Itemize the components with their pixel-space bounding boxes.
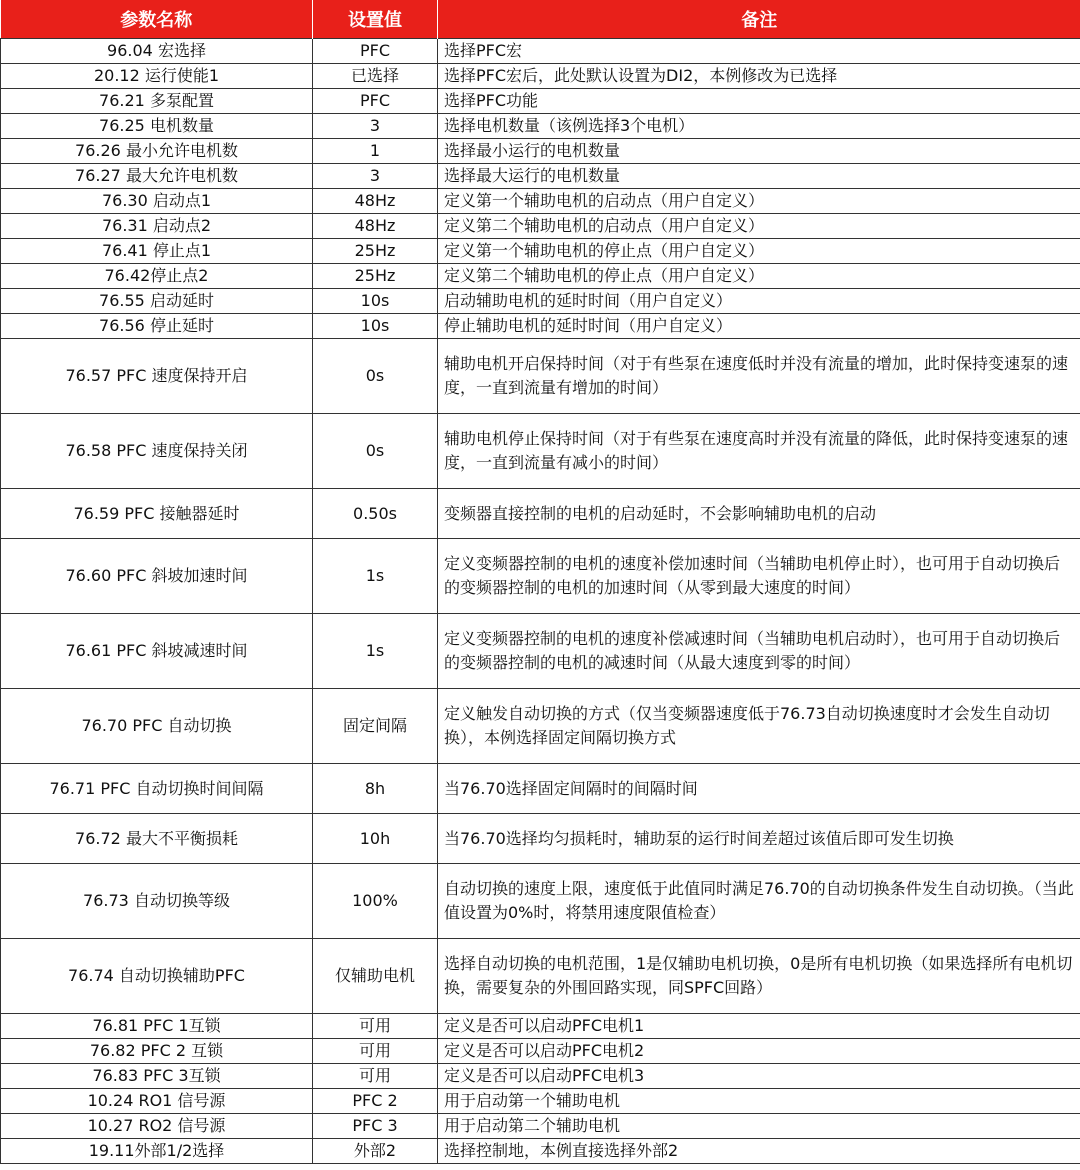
param-note: 定义变频器控制的电机的速度补偿加速时间（当辅助电机停止时），也可用于自动切换后的变频器控制的电机的加速时间（从零到最大速度的时间） bbox=[438, 539, 1080, 614]
param-value: 10s bbox=[313, 289, 438, 314]
param-name: 76.30 启动点1 bbox=[1, 189, 313, 214]
param-note: 当76.70选择固定间隔时的间隔时间 bbox=[438, 764, 1080, 814]
param-note: 定义是否可以启动PFC电机1 bbox=[438, 1014, 1080, 1039]
param-value: PFC bbox=[313, 89, 438, 114]
param-note: 自动切换的速度上限，速度低于此值同时满足76.70的自动切换条件发生自动切换。（当此值设置为0%时，将禁用速度限值检查） bbox=[438, 864, 1080, 939]
param-note: 辅助电机停止保持时间（对于有些泵在速度高时并没有流量的降低，此时保持变速泵的速度，一直到流量有减小的时间） bbox=[438, 414, 1080, 489]
table-row bbox=[1, 89, 1080, 114]
param-name: 76.61 PFC 斜坡减速时间 bbox=[1, 614, 313, 689]
param-value: 可用 bbox=[313, 1039, 438, 1064]
table-row bbox=[1, 64, 1080, 89]
table-row bbox=[1, 764, 1080, 814]
param-name: 76.82 PFC 2 互锁 bbox=[1, 1039, 313, 1064]
param-value: 25Hz bbox=[313, 239, 438, 264]
param-value: 0.50s bbox=[313, 489, 438, 539]
param-name: 76.73 自动切换等级 bbox=[1, 864, 313, 939]
param-note: 定义第二个辅助电机的启动点（用户自定义） bbox=[438, 214, 1080, 239]
param-note: 用于启动第二个辅助电机 bbox=[438, 1114, 1080, 1139]
param-value: 48Hz bbox=[313, 189, 438, 214]
param-value: 1s bbox=[313, 539, 438, 614]
param-name: 76.27 最大允许电机数 bbox=[1, 164, 313, 189]
header-value: 设置值 bbox=[313, 0, 438, 39]
table-row bbox=[1, 489, 1080, 539]
param-name: 76.72 最大不平衡损耗 bbox=[1, 814, 313, 864]
param-value: 100% bbox=[313, 864, 438, 939]
param-value: 0s bbox=[313, 414, 438, 489]
table-row bbox=[1, 289, 1080, 314]
table-row bbox=[1, 864, 1080, 939]
param-name: 96.04 宏选择 bbox=[1, 39, 313, 64]
table-row bbox=[1, 164, 1080, 189]
table-row bbox=[1, 1014, 1080, 1039]
param-name: 76.55 启动延时 bbox=[1, 289, 313, 314]
table-row bbox=[1, 264, 1080, 289]
param-note: 辅助电机开启保持时间（对于有些泵在速度低时并没有流量的增加，此时保持变速泵的速度，一直到流量有增加的时间） bbox=[438, 339, 1080, 414]
param-note: 变频器直接控制的电机的启动延时，不会影响辅助电机的启动 bbox=[438, 489, 1080, 539]
table-row bbox=[1, 114, 1080, 139]
param-value: 10h bbox=[313, 814, 438, 864]
param-value: PFC 3 bbox=[313, 1114, 438, 1139]
header-row bbox=[1, 0, 1080, 39]
table-row bbox=[1, 314, 1080, 339]
param-name: 76.59 PFC 接触器延时 bbox=[1, 489, 313, 539]
param-name: 76.70 PFC 自动切换 bbox=[1, 689, 313, 764]
param-note: 定义是否可以启动PFC电机3 bbox=[438, 1064, 1080, 1089]
param-value: 可用 bbox=[313, 1064, 438, 1089]
param-value: 仅辅助电机 bbox=[313, 939, 438, 1014]
param-value: PFC bbox=[313, 39, 438, 64]
param-name: 76.58 PFC 速度保持关闭 bbox=[1, 414, 313, 489]
table-row bbox=[1, 214, 1080, 239]
table-row bbox=[1, 339, 1080, 414]
param-name: 20.12 运行使能1 bbox=[1, 64, 313, 89]
param-name: 76.41 停止点1 bbox=[1, 239, 313, 264]
param-note: 定义第二个辅助电机的停止点（用户自定义） bbox=[438, 264, 1080, 289]
param-name: 76.83 PFC 3互锁 bbox=[1, 1064, 313, 1089]
param-value: 已选择 bbox=[313, 64, 438, 89]
table-row bbox=[1, 189, 1080, 214]
table-row bbox=[1, 1089, 1080, 1114]
table-row bbox=[1, 139, 1080, 164]
table-row bbox=[1, 1139, 1080, 1164]
param-name: 76.60 PFC 斜坡加速时间 bbox=[1, 539, 313, 614]
param-value: 1 bbox=[313, 139, 438, 164]
param-name: 76.56 停止延时 bbox=[1, 314, 313, 339]
table-row bbox=[1, 239, 1080, 264]
param-value: 1s bbox=[313, 614, 438, 689]
param-note: 定义第一个辅助电机的停止点（用户自定义） bbox=[438, 239, 1080, 264]
param-value: 固定间隔 bbox=[313, 689, 438, 764]
param-name: 76.74 自动切换辅助PFC bbox=[1, 939, 313, 1014]
param-value: 可用 bbox=[313, 1014, 438, 1039]
param-note: 选择最小运行的电机数量 bbox=[438, 139, 1080, 164]
table-row bbox=[1, 1064, 1080, 1089]
param-name: 19.11外部1/2选择 bbox=[1, 1139, 313, 1164]
param-note: 选择PFC宏后，此处默认设置为DI2，本例修改为已选择 bbox=[438, 64, 1080, 89]
param-value: 外部2 bbox=[313, 1139, 438, 1164]
table-row bbox=[1, 1039, 1080, 1064]
param-value: 3 bbox=[313, 114, 438, 139]
param-note: 选择PFC功能 bbox=[438, 89, 1080, 114]
param-name: 76.71 PFC 自动切换时间间隔 bbox=[1, 764, 313, 814]
param-note: 用于启动第一个辅助电机 bbox=[438, 1089, 1080, 1114]
param-name: 76.21 多泵配置 bbox=[1, 89, 313, 114]
table-row bbox=[1, 814, 1080, 864]
param-name: 76.31 启动点2 bbox=[1, 214, 313, 239]
param-name: 76.57 PFC 速度保持开启 bbox=[1, 339, 313, 414]
param-name: 76.42停止点2 bbox=[1, 264, 313, 289]
param-note: 定义触发自动切换的方式（仅当变频器速度低于76.73自动切换速度时才会发生自动切换），本例选择固定间隔切换方式 bbox=[438, 689, 1080, 764]
table-row bbox=[1, 39, 1080, 64]
param-name: 10.24 RO1 信号源 bbox=[1, 1089, 313, 1114]
param-note: 停止辅助电机的延时时间（用户自定义） bbox=[438, 314, 1080, 339]
param-name: 76.81 PFC 1互锁 bbox=[1, 1014, 313, 1039]
param-value: PFC 2 bbox=[313, 1089, 438, 1114]
param-value: 3 bbox=[313, 164, 438, 189]
param-value: 25Hz bbox=[313, 264, 438, 289]
param-name: 76.25 电机数量 bbox=[1, 114, 313, 139]
table-row bbox=[1, 939, 1080, 1014]
param-note: 选择控制地，本例直接选择外部2 bbox=[438, 1139, 1080, 1164]
param-note: 定义变频器控制的电机的速度补偿减速时间（当辅助电机启动时），也可用于自动切换后的变频器控制的电机的减速时间（从最大速度到零的时间） bbox=[438, 614, 1080, 689]
param-note: 定义第一个辅助电机的启动点（用户自定义） bbox=[438, 189, 1080, 214]
param-name: 76.26 最小允许电机数 bbox=[1, 139, 313, 164]
param-note: 当76.70选择均匀损耗时，辅助泵的运行时间差超过该值后即可发生切换 bbox=[438, 814, 1080, 864]
table-row bbox=[1, 414, 1080, 489]
param-note: 选择电机数量（该例选择3个电机） bbox=[438, 114, 1080, 139]
param-value: 0s bbox=[313, 339, 438, 414]
param-value: 48Hz bbox=[313, 214, 438, 239]
param-note: 启动辅助电机的延时时间（用户自定义） bbox=[438, 289, 1080, 314]
param-name: 10.27 RO2 信号源 bbox=[1, 1114, 313, 1139]
header-name: 参数名称 bbox=[1, 0, 313, 39]
param-note: 定义是否可以启动PFC电机2 bbox=[438, 1039, 1080, 1064]
param-note: 选择自动切换的电机范围，1是仅辅助电机切换，0是所有电机切换（如果选择所有电机切换，需要复杂的外围回路实现，同SPFC回路） bbox=[438, 939, 1080, 1014]
table-row bbox=[1, 539, 1080, 614]
header-note: 备注 bbox=[438, 0, 1080, 39]
param-note: 选择PFC宏 bbox=[438, 39, 1080, 64]
table-row bbox=[1, 614, 1080, 689]
param-value: 10s bbox=[313, 314, 438, 339]
table-row bbox=[1, 689, 1080, 764]
param-note: 选择最大运行的电机数量 bbox=[438, 164, 1080, 189]
param-value: 8h bbox=[313, 764, 438, 814]
table-row bbox=[1, 1114, 1080, 1139]
